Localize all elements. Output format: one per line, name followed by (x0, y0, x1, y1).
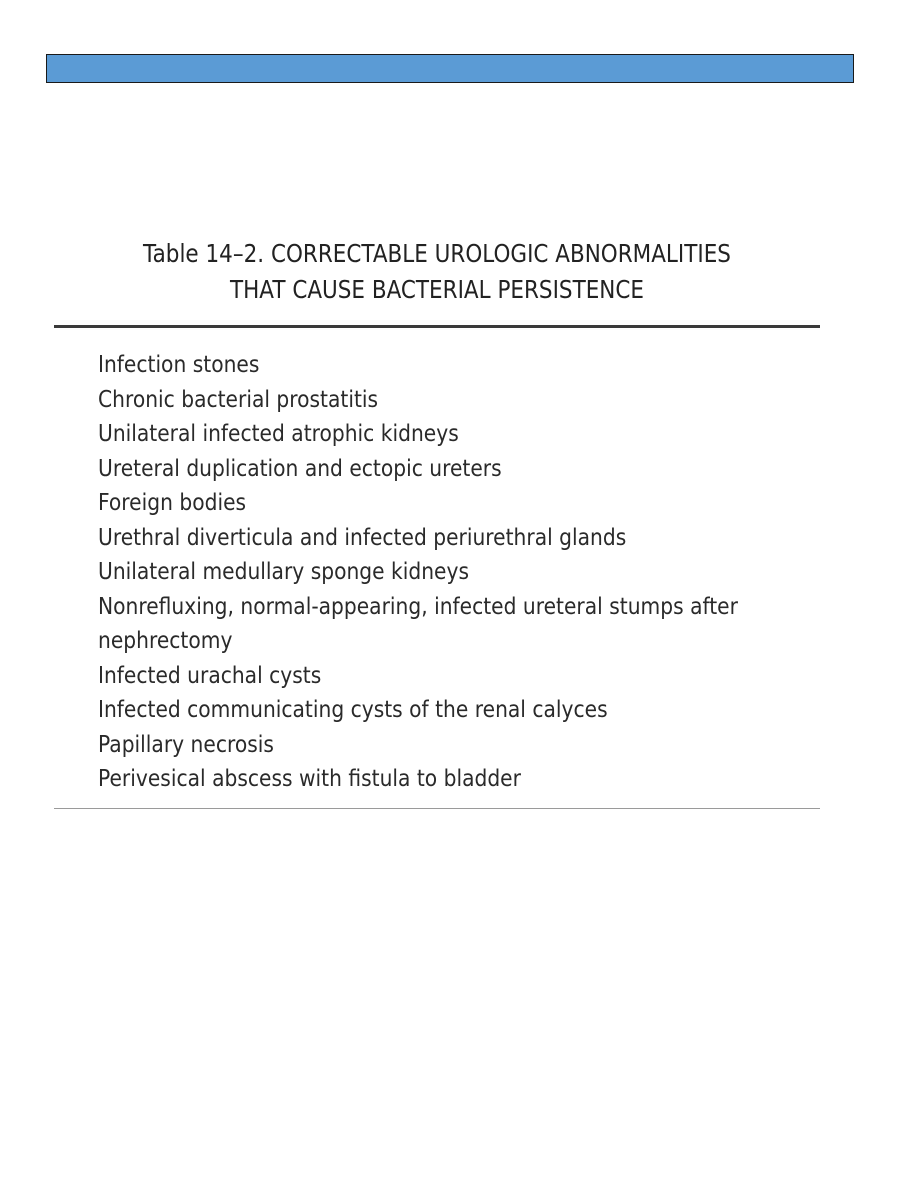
table-title (108, 236, 767, 308)
table-title-line-1: Table 14–2. CORRECTABLE UROLOGIC ABNORMALITIES (143, 239, 731, 268)
list-item-text: Ureteral duplication and ectopic ureters (98, 455, 502, 482)
table-top-rule (54, 325, 820, 328)
list-item-text: Infection stones (98, 352, 260, 378)
list-item-text: Unilateral infected atrophic kidneys (98, 421, 459, 447)
abnormalities-list (98, 348, 738, 797)
list-item-text: Nonrefluxing, normal-appearing, infected ureteral stumps after (98, 593, 738, 620)
list-item (98, 590, 738, 659)
list-item (98, 348, 732, 383)
list-item (98, 728, 732, 763)
list-item-text: Unilateral medullary sponge kidneys (98, 559, 470, 585)
header-bar (46, 54, 854, 83)
list-item (98, 486, 732, 521)
list-item-text: Infected urachal cysts (98, 662, 322, 689)
list-item-text: Foreign bodies (98, 490, 247, 516)
list-item-text-continued: nephrectomy (98, 628, 233, 654)
list-item (98, 452, 732, 487)
list-item (98, 555, 732, 590)
list-item (98, 417, 732, 452)
list-item-text: Perivesical abscess with fistula to bladder (98, 766, 521, 792)
table-bottom-rule (54, 808, 820, 809)
list-item-text: Infected communicating cysts of the renal calyces (98, 697, 608, 723)
list-item (98, 693, 732, 728)
list-item-text: Urethral diverticula and infected periurethral glands (98, 524, 627, 551)
table-title-line-2: THAT CAUSE BACTERIAL PERSISTENCE (230, 275, 644, 304)
list-item (98, 762, 732, 797)
list-item (98, 521, 732, 556)
list-item (98, 659, 732, 694)
list-item (98, 383, 732, 418)
list-item-text: Papillary necrosis (98, 731, 274, 758)
list-item-text: Chronic bacterial prostatitis (98, 386, 379, 413)
